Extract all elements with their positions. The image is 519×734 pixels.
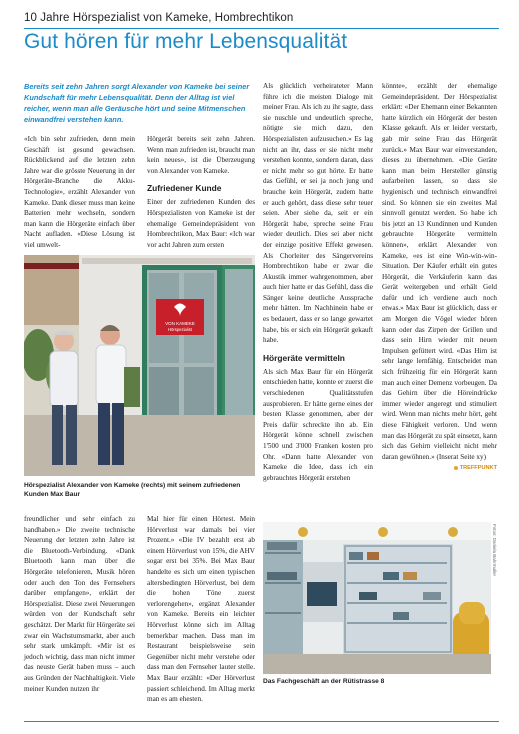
paragraph: Hörgerät bereits seit zehn Jahren. Wenn man zufrieden ist, braucht man kein neues», ist die Überzeugung von Alexander von Kameke. xyxy=(147,135,255,175)
svg-text:VON KAMEKE: VON KAMEKE xyxy=(165,321,195,326)
article-kicker: 10 Jahre Hörspezialist von Kameke, Hombrechtikon xyxy=(24,12,294,24)
paragraph: Einer der zufriedenen Kunden des Hörspezialisten von Kameke ist der ehemalige Gemeindepräsident von Hombrechtikon, Max Baur: «Ich war vor acht Jahren zum ersten xyxy=(147,198,255,249)
paragraph: könnte», erzählt der ehemalige Gemeindepräsident. Der Hörspezialist erklärt: «Der Ehemann einer Bekannten hatte kürzlich ein Hörgerät der besten Klasse gekauft. Als er leider verstarb, gab mir seine Frau das Hörgerät zurück.» Max Baur war einverstanden, dieses zu übernehmen. «Die Geräte kann man beim Hersteller günstig aufarbeiten lassen, so dass sie hygienisch und technisch einwandfrei sind. So können sie ein zweites Mal sinnvoll genutzt werden. So habe ich bis jetzt an 13 Kundinnen und Kunden gebrauchte Hörgeräte vermitteln können», erklärt Alexander von Kameke, «es ist eine Win-win-win-Situation. Der Käufer erhält ein gutes Hörgerät, die Verkäuferin kann das Gerät weitergeben und erhält Geld dafür und ich verdiene auch noch etwas.» Max Baur ist glücklich, dass er am Morgen die Vögel wieder hören kann oder das Zirpen der Grillen und dass sein Hirn wieder mit neuen Impulsen gefüttert wird. «Das Hirn ist sehr lange lernfähig. Entscheidet man sich frühzeitig für ein Hörgerät kann man auch einer Demenz vorbeugen. Da das Gehirn über die Höreindrücke immer wieder angeregt und stimuliert wird. Wenn man nichts mehr hört, geht diese Fähigkeit verloren. Und wenn man das Hörgerät zu spät einsetzt, kann sich das Gehirn vielleicht nicht mehr daran gewöhnen.» (Inserat Seite xy) xyxy=(382,82,497,461)
column-1-top xyxy=(24,134,135,251)
paragraph: Als glücklich verheirateter Mann führe ich die meisten Dialoge mit meiner Frau. Als ich zu ihr sagte, dass sie nuschle und undeutlich spreche, nötigte sie mich dazu, den Hörspezialisten aufzusuchen.» Es lag nicht an ihr, dass er sie nicht mehr verstehen konnte, sondern daran, dass er nicht mehr so gut hörte. Er hatte das Gefühl, er sei ja noch jung und brauche kein Hörgerät, zudem hatte er auch gehört, dass diese sehr teuer seien. Aber siehe da, seit er ein Hörgerät habe, spreche seine Frau wieder deutlich. Dies sei aber nicht der einzige positive Effekt gewesen. Als Chorleiter des Sängervereins Hombrechtikon habe er zwar die Akustik immer wahrgenommen, aber auch hier hatte er das Gefühl, dass die Sänger keine deutliche Aussprache mehr hätten. Im Nachhinein habe er es bedauert, dass er so lange gewartet habe, bis er sich ein Hörgerät gekauft habe. xyxy=(263,82,373,345)
storefront-illustration xyxy=(24,255,255,476)
article-lead: Bereits seit zehn Jahren sorgt Alexander von Kameke bei seiner Kundschaft für mehr Lebensqualität. Denn der Alltag ist viel reicher, wenn man alle Geräusche hört und seine Mitmenschen einwandfrei verstehen kann. xyxy=(24,82,250,124)
shop-interior-illustration xyxy=(263,522,491,674)
column-1-bottom xyxy=(24,514,135,694)
svg-text:Hörspezialist: Hörspezialist xyxy=(168,327,192,332)
photo-storefront-caption: Hörspezialist Alexander von Kameke (rechts) mit seinem zufriedenen Kunden Max Baur xyxy=(24,482,241,498)
paragraph: Mal hier für einen Hörtest. Mein Hörverlust war damals bei vier Prozent.» «Die IV bezahlt erst ab einem Hörverlust von 15%, die AHV sogar erst bei 35%. Bei Max Baur handelte es sich um einen typischen altersbedingten Hörverlust, bei dem die hohen Töne zuerst verlorengehen», ergänzt Alexander von Kameke. Bereits ein leichter Hörverlust könne sich im Alltag bemerkbar machen. Dass man im Restaurant beispielsweise sein Gegenüber nicht mehr verstehe oder dass man den Fernseher lauter stelle. Max Baur erzählt: «Der Hörverlust passiert schleichend. Im Alltag merkt man es am ehesten. xyxy=(147,515,255,704)
subheading: Hörgeräte vermitteln xyxy=(263,352,345,363)
footer-rule xyxy=(24,721,499,722)
column-2-top xyxy=(147,134,255,250)
photo-shop-interior xyxy=(263,522,491,674)
signoff-dot-icon xyxy=(454,466,458,470)
column-4 xyxy=(382,81,497,474)
signoff-label: TREFFPUNKT xyxy=(459,465,497,472)
subheading: Zufriedener Kunde xyxy=(147,183,222,194)
column-2-bottom xyxy=(147,514,255,705)
photo-credit: Fotos: Daniela Bahrmuller xyxy=(492,524,497,577)
paragraph: freundlicher und sehr einfach zu handhaben.» Die zweite technische Neuerung der letzten zehn Jahre ist die Bluetooth-Verbindung. «Dank Bluetooth kann man über die Hörgeräte telefonieren, Musik hören oder auch den Ton des Fernsehers darüber empfangen», erklärt der Hörspezialist. Diese zwei Neuerungen würden von der Kundschaft sehr geschätzt. Der Markt für Hörgeräte sei zwar ein Wachstumsmarkt, aber auch sehr stark umkämpft. «Mir ist es jedoch wichtig, dass man nicht immer das neuste Gerät haben muss – auch aus Gründen der Nachhaltigkeit. Viele meiner Kunden nutzen ihr xyxy=(24,515,135,693)
photo-storefront xyxy=(24,255,255,476)
paragraph: Als sich Max Baur für ein Hörgerät entschieden hatte, konnte er zuerst die verschiedenen Qualitätsstufen ausprobieren. Er hätte gerne eines der besten Klasse genommen, aber der Preis dafür schreckte ihn ab. Ein Hörgerät könne schnell zwischen 1'500 und 3'000 Franken kosten pro Ohr. «Dann hatte Alexander von Kameke die Idee, dass ich ein gebrauchtes Hörgerät erstehen xyxy=(263,367,373,482)
signoff xyxy=(382,463,497,474)
kicker-rule xyxy=(24,28,499,29)
article-header xyxy=(24,12,499,54)
article-title: Gut hören für mehr Lebensqualität xyxy=(24,30,348,53)
paragraph: «Ich bin sehr zufrieden, denn mein Geschäft ist gesund gewachsen. Rückblickend auf die letzten zehn Jahre war die grösste Neuerung in der Hörgeräte-Branche die Akku-Technologie», erzählt Alexander von Kameke. Dank dieser muss man keine Batterien mehr wechseln, sondern man kann die Hörgeräte einfach über Nacht aufladen. «Diese Lösung ist viel umwelt- xyxy=(24,135,135,249)
column-3 xyxy=(263,81,373,483)
photo-shop-interior-caption: Das Fachgeschäft an der Rütistrasse 8 xyxy=(263,678,385,685)
